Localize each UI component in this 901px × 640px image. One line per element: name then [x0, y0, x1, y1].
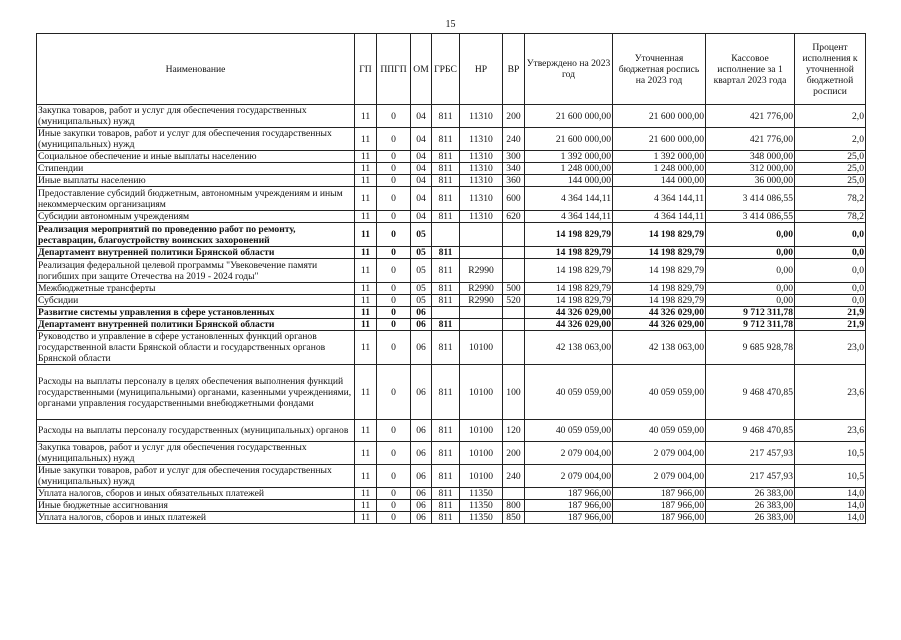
cell-vr: 300 — [503, 151, 525, 163]
header-name: Наименование — [37, 34, 355, 105]
cell-ppgp: 0 — [377, 442, 411, 465]
header-approved: Утверждено на 2023 год — [525, 34, 613, 105]
cell-gp: 11 — [355, 295, 377, 307]
table-row — [37, 105, 866, 128]
table-row — [37, 128, 866, 151]
cell-grbs — [432, 223, 460, 247]
cell-percent: 14,0 — [795, 512, 866, 524]
cell-refined: 1 248 000,00 — [613, 163, 706, 175]
table-row — [37, 151, 866, 163]
cell-name: Иные бюджетные ассигнования — [37, 500, 355, 512]
cell-approved: 187 966,00 — [525, 488, 613, 500]
cell-om: 04 — [411, 128, 432, 151]
cell-gp: 11 — [355, 175, 377, 187]
cell-percent: 2,0 — [795, 105, 866, 128]
cell-ppgp: 0 — [377, 247, 411, 259]
cell-refined: 40 059 059,00 — [613, 365, 706, 420]
cell-approved: 42 138 063,00 — [525, 331, 613, 365]
cell-refined: 40 059 059,00 — [613, 420, 706, 442]
cell-np: R2990 — [460, 283, 503, 295]
header-grbs: ГРБС — [432, 34, 460, 105]
cell-percent: 25,0 — [795, 151, 866, 163]
cell-approved: 2 079 004,00 — [525, 465, 613, 488]
cell-approved: 14 198 829,79 — [525, 295, 613, 307]
cell-vr — [503, 488, 525, 500]
cell-ppgp: 0 — [377, 283, 411, 295]
cell-om: 04 — [411, 187, 432, 211]
cell-percent: 2,0 — [795, 128, 866, 151]
cell-percent: 14,0 — [795, 488, 866, 500]
cell-om: 04 — [411, 105, 432, 128]
cell-vr: 360 — [503, 175, 525, 187]
cell-om: 05 — [411, 295, 432, 307]
cell-name: Реализация мероприятий по проведению работ по ремонту, реставрации, благоустройству воинских захоронений — [37, 223, 355, 247]
cell-om: 06 — [411, 488, 432, 500]
cell-cash: 9 685 928,78 — [706, 331, 795, 365]
cell-percent: 0,0 — [795, 295, 866, 307]
cell-grbs: 811 — [432, 500, 460, 512]
cell-vr: 340 — [503, 163, 525, 175]
cell-approved: 14 198 829,79 — [525, 283, 613, 295]
cell-cash: 421 776,00 — [706, 105, 795, 128]
cell-ppgp: 0 — [377, 295, 411, 307]
cell-approved: 2 079 004,00 — [525, 442, 613, 465]
cell-np: 10100 — [460, 465, 503, 488]
cell-vr: 100 — [503, 365, 525, 420]
cell-vr: 850 — [503, 512, 525, 524]
cell-gp: 11 — [355, 128, 377, 151]
cell-np: R2990 — [460, 259, 503, 283]
header-row — [37, 34, 866, 105]
cell-percent: 14,0 — [795, 500, 866, 512]
cell-refined: 2 079 004,00 — [613, 442, 706, 465]
cell-vr: 520 — [503, 295, 525, 307]
cell-percent: 25,0 — [795, 163, 866, 175]
cell-np: 11310 — [460, 163, 503, 175]
cell-np — [460, 223, 503, 247]
cell-grbs: 811 — [432, 211, 460, 223]
cell-cash: 421 776,00 — [706, 128, 795, 151]
cell-cash: 0,00 — [706, 259, 795, 283]
cell-ppgp: 0 — [377, 488, 411, 500]
cell-vr — [503, 247, 525, 259]
cell-grbs — [432, 307, 460, 319]
cell-approved: 21 600 000,00 — [525, 105, 613, 128]
cell-grbs: 811 — [432, 151, 460, 163]
table-row — [37, 420, 866, 442]
cell-name: Социальное обеспечение и иные выплаты населению — [37, 151, 355, 163]
cell-refined: 187 966,00 — [613, 488, 706, 500]
cell-name: Предоставление субсидий бюджетным, автономным учреждениям и иным некоммерческим организациям — [37, 187, 355, 211]
cell-refined: 21 600 000,00 — [613, 105, 706, 128]
cell-name: Уплата налогов, сборов и иных платежей — [37, 512, 355, 524]
cell-grbs: 811 — [432, 331, 460, 365]
cell-grbs: 811 — [432, 283, 460, 295]
table-row — [37, 163, 866, 175]
cell-refined: 44 326 029,00 — [613, 307, 706, 319]
cell-gp: 11 — [355, 512, 377, 524]
cell-cash: 348 000,00 — [706, 151, 795, 163]
cell-om: 04 — [411, 175, 432, 187]
cell-refined: 14 198 829,79 — [613, 247, 706, 259]
cell-name: Стипендии — [37, 163, 355, 175]
cell-approved: 14 198 829,79 — [525, 223, 613, 247]
table-row — [37, 259, 866, 283]
cell-name: Департамент внутренней политики Брянской области — [37, 247, 355, 259]
cell-cash: 0,00 — [706, 283, 795, 295]
cell-percent: 0,0 — [795, 283, 866, 295]
cell-om: 05 — [411, 283, 432, 295]
cell-name: Расходы на выплаты персоналу в целях обеспечения выполнения функций государственными (муниципальными) органами, казенными учреждениями, органами управления государственными внебюджетными фондами — [37, 365, 355, 420]
cell-approved: 44 326 029,00 — [525, 319, 613, 331]
cell-grbs: 811 — [432, 187, 460, 211]
table-row — [37, 488, 866, 500]
table-row — [37, 465, 866, 488]
cell-np: 10100 — [460, 365, 503, 420]
cell-om: 06 — [411, 512, 432, 524]
cell-percent: 23,0 — [795, 331, 866, 365]
cell-np: 10100 — [460, 442, 503, 465]
cell-grbs: 811 — [432, 175, 460, 187]
cell-gp: 11 — [355, 259, 377, 283]
cell-om: 04 — [411, 151, 432, 163]
cell-name: Иные выплаты населению — [37, 175, 355, 187]
cell-gp: 11 — [355, 365, 377, 420]
table-row — [37, 365, 866, 420]
cell-ppgp: 0 — [377, 331, 411, 365]
cell-approved: 14 198 829,79 — [525, 259, 613, 283]
cell-np — [460, 247, 503, 259]
cell-om: 04 — [411, 163, 432, 175]
cell-name: Субсидии автономным учреждениям — [37, 211, 355, 223]
cell-np: 11310 — [460, 175, 503, 187]
cell-om: 06 — [411, 319, 432, 331]
cell-om: 05 — [411, 247, 432, 259]
cell-percent: 78,2 — [795, 211, 866, 223]
table-row — [37, 307, 866, 319]
cell-ppgp: 0 — [377, 128, 411, 151]
table-row — [37, 175, 866, 187]
table-row — [37, 319, 866, 331]
table-body — [37, 105, 866, 524]
cell-vr: 200 — [503, 442, 525, 465]
table-row — [37, 442, 866, 465]
header-gp: ГП — [355, 34, 377, 105]
cell-gp: 11 — [355, 465, 377, 488]
cell-cash: 0,00 — [706, 247, 795, 259]
cell-np: 11310 — [460, 105, 503, 128]
cell-grbs: 811 — [432, 420, 460, 442]
cell-gp: 11 — [355, 500, 377, 512]
cell-ppgp: 0 — [377, 365, 411, 420]
cell-cash: 0,00 — [706, 223, 795, 247]
cell-cash: 9 468 470,85 — [706, 420, 795, 442]
cell-cash: 26 383,00 — [706, 488, 795, 500]
cell-ppgp: 0 — [377, 465, 411, 488]
cell-gp: 11 — [355, 247, 377, 259]
cell-ppgp: 0 — [377, 420, 411, 442]
cell-name: Субсидии — [37, 295, 355, 307]
cell-np: 11350 — [460, 512, 503, 524]
cell-ppgp: 0 — [377, 223, 411, 247]
table-row — [37, 283, 866, 295]
cell-percent: 21,9 — [795, 319, 866, 331]
cell-ppgp: 0 — [377, 259, 411, 283]
cell-vr — [503, 331, 525, 365]
cell-np: 11350 — [460, 488, 503, 500]
cell-ppgp: 0 — [377, 151, 411, 163]
table-row — [37, 331, 866, 365]
cell-np: 11310 — [460, 187, 503, 211]
cell-gp: 11 — [355, 211, 377, 223]
cell-percent: 21,9 — [795, 307, 866, 319]
cell-np: 10100 — [460, 331, 503, 365]
cell-np: 10100 — [460, 420, 503, 442]
cell-vr: 120 — [503, 420, 525, 442]
cell-percent: 78,2 — [795, 187, 866, 211]
cell-gp: 11 — [355, 488, 377, 500]
cell-name: Развитие системы управления в сфере установленных — [37, 307, 355, 319]
cell-grbs: 811 — [432, 365, 460, 420]
cell-cash: 36 000,00 — [706, 175, 795, 187]
cell-approved: 4 364 144,11 — [525, 211, 613, 223]
cell-refined: 4 364 144,11 — [613, 187, 706, 211]
cell-name: Расходы на выплаты персоналу государственных (муниципальных) органов — [37, 420, 355, 442]
cell-name: Реализация федеральной целевой программы "Увековечение памяти погибших при защите Отечества на 2019 - 2024 годы" — [37, 259, 355, 283]
cell-ppgp: 0 — [377, 512, 411, 524]
cell-gp: 11 — [355, 163, 377, 175]
cell-ppgp: 0 — [377, 187, 411, 211]
cell-ppgp: 0 — [377, 211, 411, 223]
cell-np: 11310 — [460, 151, 503, 163]
cell-name: Закупка товаров, работ и услуг для обеспечения государственных (муниципальных) нужд — [37, 105, 355, 128]
cell-np: 11310 — [460, 211, 503, 223]
cell-om: 06 — [411, 307, 432, 319]
cell-grbs: 811 — [432, 247, 460, 259]
cell-gp: 11 — [355, 319, 377, 331]
table-row — [37, 187, 866, 211]
cell-gp: 11 — [355, 151, 377, 163]
cell-approved: 21 600 000,00 — [525, 128, 613, 151]
cell-vr — [503, 319, 525, 331]
cell-percent: 0,0 — [795, 259, 866, 283]
cell-grbs: 811 — [432, 319, 460, 331]
cell-name: Департамент внутренней политики Брянской области — [37, 319, 355, 331]
cell-approved: 40 059 059,00 — [525, 365, 613, 420]
cell-name: Уплата налогов, сборов и иных обязательных платежей — [37, 488, 355, 500]
cell-ppgp: 0 — [377, 105, 411, 128]
cell-grbs: 811 — [432, 259, 460, 283]
cell-gp: 11 — [355, 283, 377, 295]
cell-cash: 26 383,00 — [706, 500, 795, 512]
cell-refined: 144 000,00 — [613, 175, 706, 187]
cell-cash: 217 457,93 — [706, 465, 795, 488]
cell-cash: 217 457,93 — [706, 442, 795, 465]
cell-refined: 14 198 829,79 — [613, 295, 706, 307]
header-om: ОМ — [411, 34, 432, 105]
cell-approved: 14 198 829,79 — [525, 247, 613, 259]
cell-gp: 11 — [355, 223, 377, 247]
cell-cash: 0,00 — [706, 295, 795, 307]
cell-percent: 25,0 — [795, 175, 866, 187]
cell-grbs: 811 — [432, 465, 460, 488]
header-vr: ВР — [503, 34, 525, 105]
header-refined: Уточненная бюджетная роспись на 2023 год — [613, 34, 706, 105]
cell-grbs: 811 — [432, 128, 460, 151]
header-cash: Кассовое исполнение за 1 квартал 2023 года — [706, 34, 795, 105]
cell-np: R2990 — [460, 295, 503, 307]
table-row — [37, 223, 866, 247]
cell-gp: 11 — [355, 420, 377, 442]
cell-vr: 200 — [503, 105, 525, 128]
cell-refined: 14 198 829,79 — [613, 283, 706, 295]
cell-vr — [503, 259, 525, 283]
cell-approved: 44 326 029,00 — [525, 307, 613, 319]
cell-cash: 3 414 086,55 — [706, 211, 795, 223]
cell-refined: 187 966,00 — [613, 512, 706, 524]
cell-cash: 3 414 086,55 — [706, 187, 795, 211]
cell-name: Закупка товаров, работ и услуг для обеспечения государственных (муниципальных) нужд — [37, 442, 355, 465]
cell-percent: 10,5 — [795, 442, 866, 465]
cell-refined: 14 198 829,79 — [613, 259, 706, 283]
cell-vr: 500 — [503, 283, 525, 295]
cell-vr — [503, 307, 525, 319]
budget-execution-table — [36, 33, 866, 524]
cell-gp: 11 — [355, 105, 377, 128]
cell-refined: 14 198 829,79 — [613, 223, 706, 247]
cell-gp: 11 — [355, 331, 377, 365]
cell-np — [460, 307, 503, 319]
table-row — [37, 512, 866, 524]
cell-grbs: 811 — [432, 488, 460, 500]
cell-refined: 1 392 000,00 — [613, 151, 706, 163]
cell-gp: 11 — [355, 442, 377, 465]
cell-om: 06 — [411, 331, 432, 365]
cell-ppgp: 0 — [377, 175, 411, 187]
cell-approved: 40 059 059,00 — [525, 420, 613, 442]
cell-cash: 9 712 311,78 — [706, 307, 795, 319]
cell-name: Иные закупки товаров, работ и услуг для обеспечения государственных (муниципальных) нужд — [37, 465, 355, 488]
header-ppgp: ППГП — [377, 34, 411, 105]
cell-percent: 0,0 — [795, 247, 866, 259]
table-header — [37, 34, 866, 105]
cell-vr: 240 — [503, 465, 525, 488]
cell-vr: 600 — [503, 187, 525, 211]
cell-grbs: 811 — [432, 163, 460, 175]
cell-om: 06 — [411, 420, 432, 442]
cell-om: 06 — [411, 465, 432, 488]
cell-grbs: 811 — [432, 295, 460, 307]
cell-approved: 187 966,00 — [525, 512, 613, 524]
cell-grbs: 811 — [432, 105, 460, 128]
cell-approved: 4 364 144,11 — [525, 187, 613, 211]
cell-name: Иные закупки товаров, работ и услуг для обеспечения государственных (муниципальных) нужд — [37, 128, 355, 151]
cell-gp: 11 — [355, 187, 377, 211]
cell-ppgp: 0 — [377, 319, 411, 331]
cell-refined: 42 138 063,00 — [613, 331, 706, 365]
cell-percent: 23,6 — [795, 365, 866, 420]
cell-refined: 187 966,00 — [613, 500, 706, 512]
cell-name: Межбюджетные трансферты — [37, 283, 355, 295]
header-np: НР — [460, 34, 503, 105]
cell-np: 11350 — [460, 500, 503, 512]
cell-np — [460, 319, 503, 331]
cell-ppgp: 0 — [377, 500, 411, 512]
cell-np: 11310 — [460, 128, 503, 151]
cell-om: 06 — [411, 365, 432, 420]
cell-gp: 11 — [355, 307, 377, 319]
cell-vr: 800 — [503, 500, 525, 512]
cell-approved: 187 966,00 — [525, 500, 613, 512]
cell-om: 05 — [411, 223, 432, 247]
cell-refined: 21 600 000,00 — [613, 128, 706, 151]
table-row — [37, 211, 866, 223]
cell-cash: 9 468 470,85 — [706, 365, 795, 420]
table-row — [37, 247, 866, 259]
cell-vr: 240 — [503, 128, 525, 151]
cell-om: 05 — [411, 259, 432, 283]
cell-vr — [503, 223, 525, 247]
cell-om: 06 — [411, 500, 432, 512]
cell-refined: 2 079 004,00 — [613, 465, 706, 488]
cell-approved: 144 000,00 — [525, 175, 613, 187]
page-number: 15 — [445, 19, 456, 30]
cell-refined: 4 364 144,11 — [613, 211, 706, 223]
cell-percent: 10,5 — [795, 465, 866, 488]
cell-approved: 1 248 000,00 — [525, 163, 613, 175]
cell-grbs: 811 — [432, 512, 460, 524]
cell-ppgp: 0 — [377, 307, 411, 319]
cell-grbs: 811 — [432, 442, 460, 465]
cell-refined: 44 326 029,00 — [613, 319, 706, 331]
cell-cash: 26 383,00 — [706, 512, 795, 524]
cell-approved: 1 392 000,00 — [525, 151, 613, 163]
header-percent: Процент исполнения к уточненной бюджетной росписи — [795, 34, 866, 105]
cell-cash: 312 000,00 — [706, 163, 795, 175]
cell-name: Руководство и управление в сфере установленных функций органов государственной власти Брянской области и государственных органов Брянской области — [37, 331, 355, 365]
cell-om: 04 — [411, 211, 432, 223]
cell-percent: 0,0 — [795, 223, 866, 247]
cell-percent: 23,6 — [795, 420, 866, 442]
cell-vr: 620 — [503, 211, 525, 223]
cell-ppgp: 0 — [377, 163, 411, 175]
table-row — [37, 500, 866, 512]
table-row — [37, 295, 866, 307]
cell-om: 06 — [411, 442, 432, 465]
cell-cash: 9 712 311,78 — [706, 319, 795, 331]
